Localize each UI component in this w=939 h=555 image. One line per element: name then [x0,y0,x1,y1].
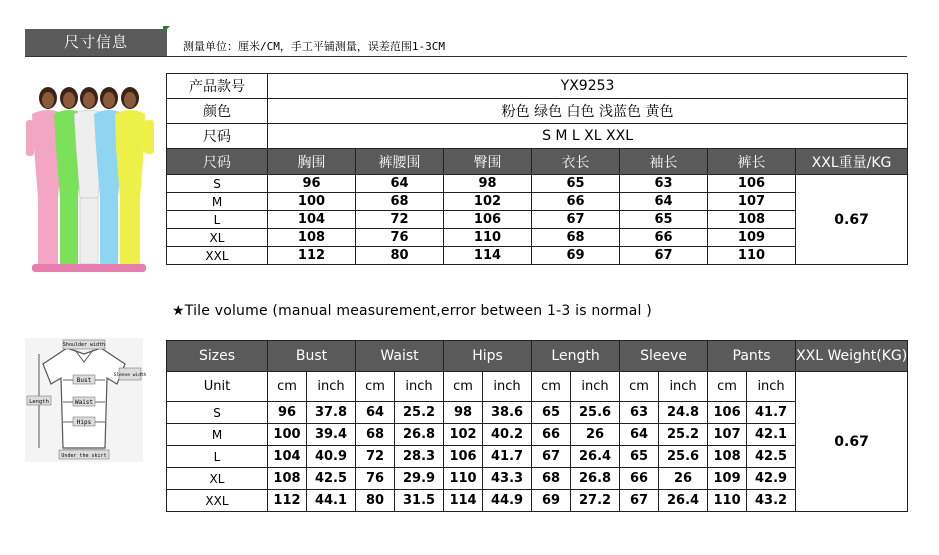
table-cell: 112 [268,247,356,265]
unit-cell: inch [307,372,356,402]
size-cell: S [167,175,268,193]
unit-cell: inch [395,372,444,402]
column-header: 臀围 [444,149,532,175]
model-yellow [115,87,154,272]
table-cell: 109 [708,229,796,247]
unit-cell: inch [659,372,708,402]
table-cell: 27.2 [571,490,620,512]
table-cell: 106 [444,211,532,229]
table-cell: 25.2 [659,424,708,446]
column-header: XXL Weight(KG) [796,341,908,372]
table-cell: 40.9 [307,446,356,468]
table-cell: 104 [268,211,356,229]
diagram-length-label: Length [29,399,49,405]
diagram-shoulder-label: Shoulder width [62,342,106,348]
column-header: Hips [444,341,532,372]
table-cell: 40.2 [483,424,532,446]
unit-cell: inch [747,372,796,402]
table-cell: 28.3 [395,446,444,468]
table-cell: 42.9 [747,468,796,490]
column-header: Sizes [167,341,268,372]
table-row [167,175,908,193]
table-cell: 65 [620,446,659,468]
unit-cell: cm [620,372,659,402]
unit-cell: cm [444,372,483,402]
column-header: 袖长 [620,149,708,175]
table-cell: 102 [444,193,532,211]
table-cell: 108 [708,446,747,468]
size-cell: XL [167,229,268,247]
table-cell: 96 [268,175,356,193]
column-header: XXL重量/KG [796,149,908,175]
table-cell: 68 [356,424,395,446]
size-label: 尺码 [167,124,268,149]
table-cell: 114 [444,247,532,265]
size-cell: L [167,446,268,468]
weight-cell: 0.67 [796,372,908,512]
table-cell: 69 [532,247,620,265]
table-cell: 26 [659,468,708,490]
size-table-en [166,340,908,512]
table-cell: 98 [444,402,483,424]
diagram-hips-label: Hips [76,419,92,426]
table-cell: 108 [268,229,356,247]
table-cell: 102 [444,424,483,446]
table-cell: 67 [620,247,708,265]
table-cell: 42.1 [747,424,796,446]
color-value: 粉色 绿色 白色 浅蓝色 黄色 [268,99,908,124]
table-cell: 64 [356,402,395,424]
table-cell: 64 [356,175,444,193]
table-cell: 106 [708,175,796,193]
unit-cell: cm [356,372,395,402]
table-cell: 107 [708,424,747,446]
table-cell: 25.6 [659,446,708,468]
table-cell: 67 [532,211,620,229]
measurement-note: 测量单位：厘米/CM，手工平铺测量，误差范围1-3CM [183,40,445,53]
table-cell: 42.5 [747,446,796,468]
table-cell: 63 [620,175,708,193]
table-cell: 66 [620,229,708,247]
table-cell: 38.6 [483,402,532,424]
unit-cell: cm [532,372,571,402]
column-header: Sleeve [620,341,708,372]
table-cell: 63 [620,402,659,424]
table-cell: 110 [708,247,796,265]
diagram-sleeve-label: Sleeve width [113,373,147,378]
table-cell: 65 [620,211,708,229]
table-cell: 65 [532,402,571,424]
unit-cell: inch [483,372,532,402]
size-cell: L [167,211,268,229]
model-label: 产品款号 [167,74,268,99]
unit-cell: inch [571,372,620,402]
table-cell: 68 [356,193,444,211]
table-cell: 43.3 [483,468,532,490]
table-cell: 68 [532,229,620,247]
table-cell: 26.4 [571,446,620,468]
table-cell: 66 [532,193,620,211]
size-cell: M [167,424,268,446]
table-cell: 26.8 [395,424,444,446]
size-cell: S [167,402,268,424]
table-cell: 108 [708,211,796,229]
table-cell: 39.4 [307,424,356,446]
table-cell: 76 [356,229,444,247]
size-table-cn [166,73,908,265]
table-cell: 64 [620,193,708,211]
unit-cell: cm [708,372,747,402]
table-cell: 26.8 [571,468,620,490]
table-cell: 41.7 [747,402,796,424]
unit-label: Unit [167,372,268,402]
table-cell: 96 [268,402,307,424]
table-cell: 31.5 [395,490,444,512]
size-cell: XXL [167,490,268,512]
table-cell: 110 [444,229,532,247]
table-cell: 24.8 [659,402,708,424]
table-cell: 80 [356,490,395,512]
table-cell: 44.9 [483,490,532,512]
table-cell: 110 [444,468,483,490]
diagram-waist-label: Waist [74,399,94,406]
table-cell: 69 [532,490,571,512]
column-header: Length [532,341,620,372]
diagram-under-label: Under the skirt [61,453,107,459]
table-cell: 67 [620,490,659,512]
size-cell: XL [167,468,268,490]
table-cell: 110 [708,490,747,512]
model-value: YX9253 [268,74,908,99]
table-cell: 25.6 [571,402,620,424]
table-cell: 100 [268,193,356,211]
size-value: S M L XL XXL [268,124,908,149]
table-cell: 26.4 [659,490,708,512]
table-cell: 29.9 [395,468,444,490]
column-header: Bust [268,341,356,372]
table-cell: 25.2 [395,402,444,424]
column-header: Pants [708,341,796,372]
table-cell: 42.5 [307,468,356,490]
unit-cell: cm [268,372,307,402]
diagram-bust-label: Bust [76,377,92,384]
color-label: 颜色 [167,99,268,124]
table-cell: 64 [620,424,659,446]
table-cell: 68 [532,468,571,490]
table-cell: 106 [444,446,483,468]
column-header: 尺码 [167,149,268,175]
table-cell: 65 [532,175,620,193]
table-cell: 114 [444,490,483,512]
table-cell: 44.1 [307,490,356,512]
column-header: 胸围 [268,149,356,175]
table-cell: 80 [356,247,444,265]
table-cell: 106 [708,402,747,424]
table-cell: 98 [444,175,532,193]
table-cell: 26 [571,424,620,446]
product-photo [18,78,166,278]
table-cell: 37.8 [307,402,356,424]
measurement-diagram [25,338,147,462]
column-header: Waist [356,341,444,372]
section-tab: 尺寸信息 [25,29,167,56]
table-cell: 104 [268,446,307,468]
header-divider [25,56,907,57]
column-header: 裤长 [708,149,796,175]
table-cell: 108 [268,468,307,490]
tile-volume-title: ★Tile volume (manual measurement,error between 1-3 is normal ) [172,303,652,319]
table-cell: 41.7 [483,446,532,468]
column-header: 衣长 [532,149,620,175]
table-cell: 66 [620,468,659,490]
table-cell: 112 [268,490,307,512]
table-cell: 109 [708,468,747,490]
table-cell: 43.2 [747,490,796,512]
table-cell: 107 [708,193,796,211]
corner-flag-icon [163,26,170,33]
table-cell: 76 [356,468,395,490]
column-header: 裤腰围 [356,149,444,175]
table-cell: 72 [356,446,395,468]
size-cell: XXL [167,247,268,265]
table-cell: 66 [532,424,571,446]
table-cell: 72 [356,211,444,229]
table-cell: 67 [532,446,571,468]
table-cell: 100 [268,424,307,446]
size-cell: M [167,193,268,211]
weight-cell: 0.67 [796,175,908,265]
